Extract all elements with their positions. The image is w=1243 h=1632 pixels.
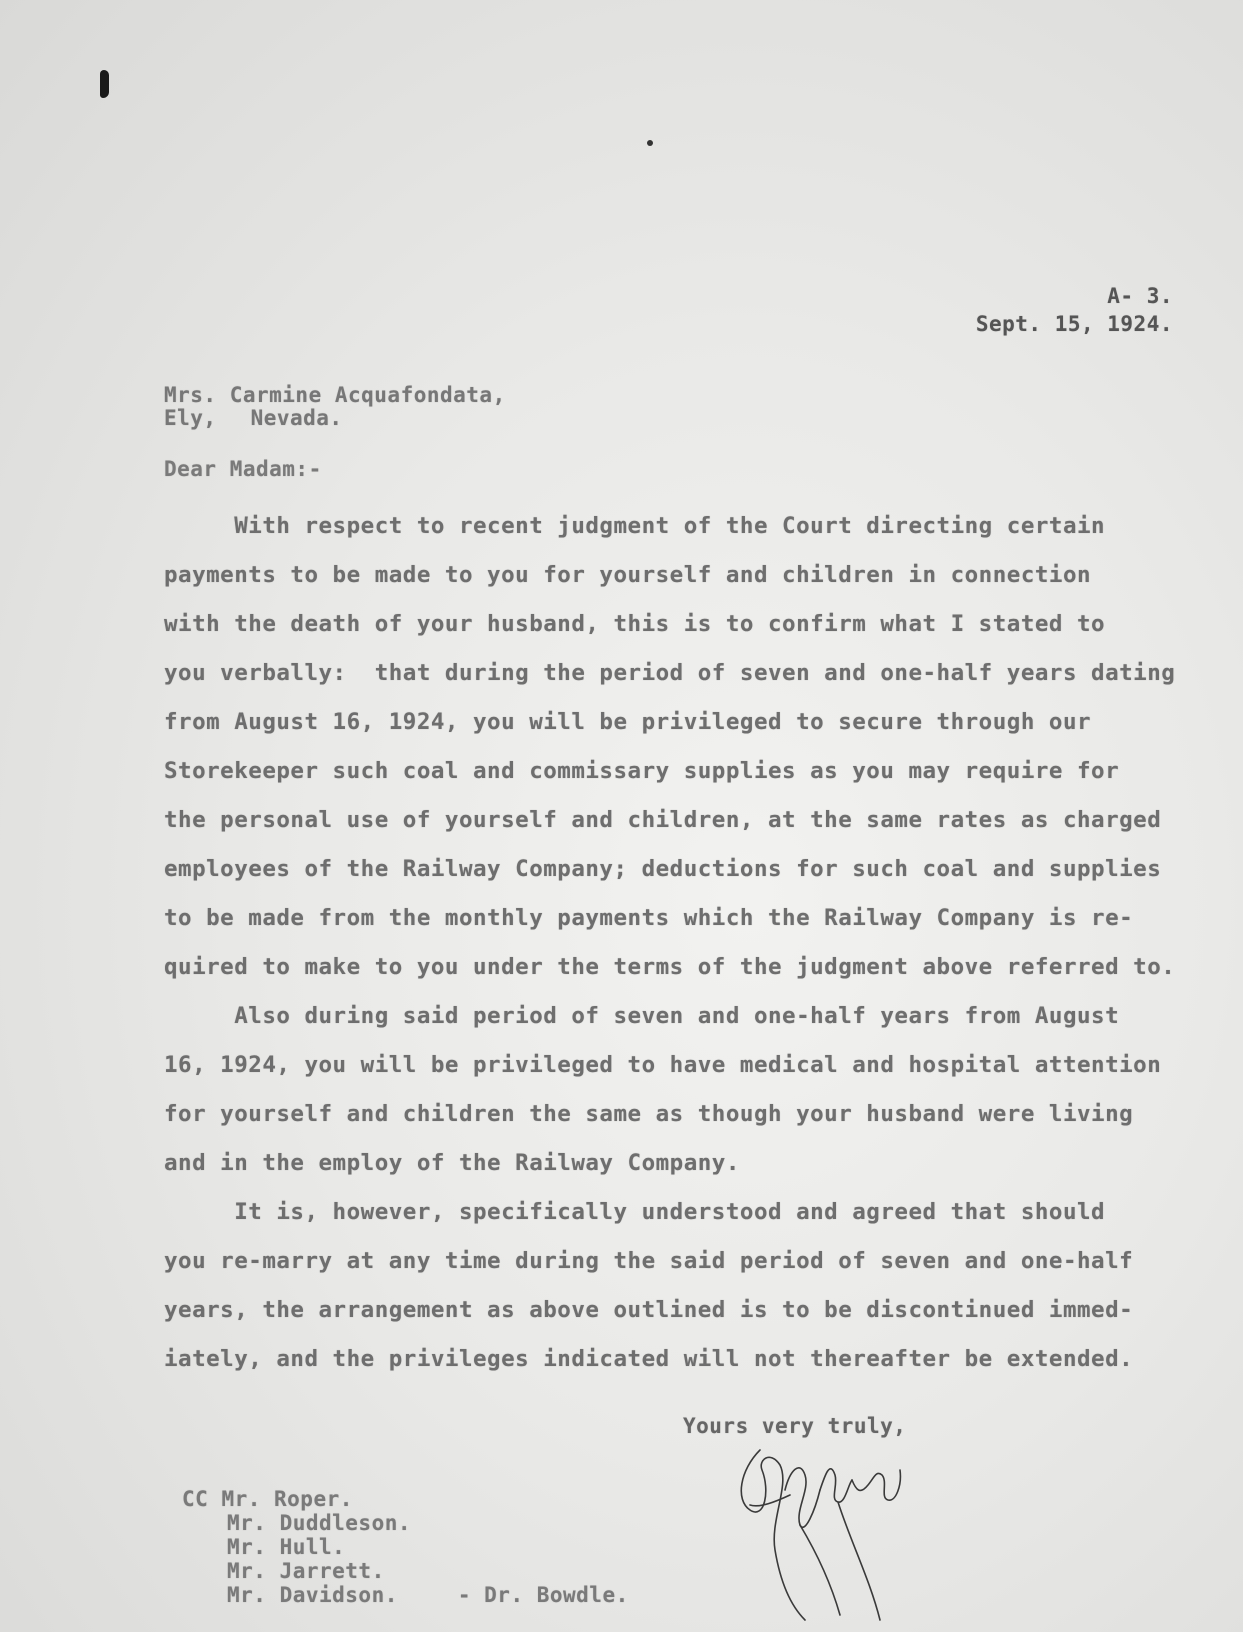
cc-name: Mr. Jarrett.: [227, 1559, 385, 1583]
body-line: It is, however, specifically understood and agreed that should: [164, 1199, 1106, 1225]
body-line: you verbally: that during the period of seven and one-half years dating: [164, 660, 1176, 686]
body-line: With respect to recent judgment of the Court directing certain: [164, 513, 1106, 539]
body-line: you re-marry at any time during the said period of seven and one-half: [164, 1248, 1134, 1274]
body-line: with the death of your husband, this is to confirm what I stated to: [164, 611, 1106, 637]
body-line: payments to be made to you for yourself and children in connection: [164, 562, 1092, 588]
body-line: the personal use of yourself and children, at the same rates as charged: [164, 807, 1162, 833]
cc-name: Mr. Duddleson.: [227, 1511, 412, 1535]
recipient-city: Ely,: [164, 406, 217, 430]
cc-name: Mr. Roper.: [221, 1487, 353, 1511]
recipient-name: Mrs. Carmine Acquafondata,: [164, 383, 506, 407]
body-line: iately, and the privileges indicated will not thereafter be extended.: [164, 1346, 1134, 1372]
letter-date: Sept. 15, 1924.: [975, 312, 1173, 336]
ink-blot-mark: [100, 70, 109, 98]
recipient-address: [164, 384, 506, 430]
handwritten-signature: [730, 1430, 930, 1630]
salutation: Dear Madam:-: [164, 457, 322, 481]
reference-number: A- 3.: [1107, 284, 1173, 308]
cc-list: [182, 1487, 629, 1607]
ink-speck: [647, 140, 653, 146]
cc-extra: - Dr. Bowdle.: [457, 1583, 629, 1607]
letter-body: [164, 502, 1243, 1384]
cc-last-row: [182, 1583, 629, 1607]
recipient-state: Nevada.: [250, 406, 343, 430]
body-line: for yourself and children the same as though your husband were living: [164, 1101, 1134, 1127]
cc-name: Mr. Hull.: [227, 1535, 346, 1559]
cc-prefix: CC: [182, 1487, 209, 1511]
letter-header: [976, 282, 1173, 338]
body-line: 16, 1924, you will be privileged to have medical and hospital attention: [164, 1052, 1162, 1078]
body-line: years, the arrangement as above outlined is to be discontinued immed-: [164, 1297, 1134, 1323]
body-line: to be made from the monthly payments which the Railway Company is re-: [164, 905, 1134, 931]
recipient-location: [164, 407, 506, 430]
body-line: and in the employ of the Railway Company.: [164, 1150, 740, 1176]
body-line: Storekeeper such coal and commissary supplies as you may require for: [164, 758, 1120, 784]
body-line: Also during said period of seven and one-half years from August: [164, 1003, 1120, 1029]
body-line: from August 16, 1924, you will be privileged to secure through our: [164, 709, 1092, 735]
body-line: employees of the Railway Company; deductions for such coal and supplies: [164, 856, 1162, 882]
cc-first-row: [182, 1487, 629, 1511]
cc-name: Mr. Davidson.: [227, 1583, 398, 1607]
body-line: quired to make to you under the terms of the judgment above referred to.: [164, 954, 1176, 980]
closing: Yours very truly,: [683, 1414, 907, 1438]
